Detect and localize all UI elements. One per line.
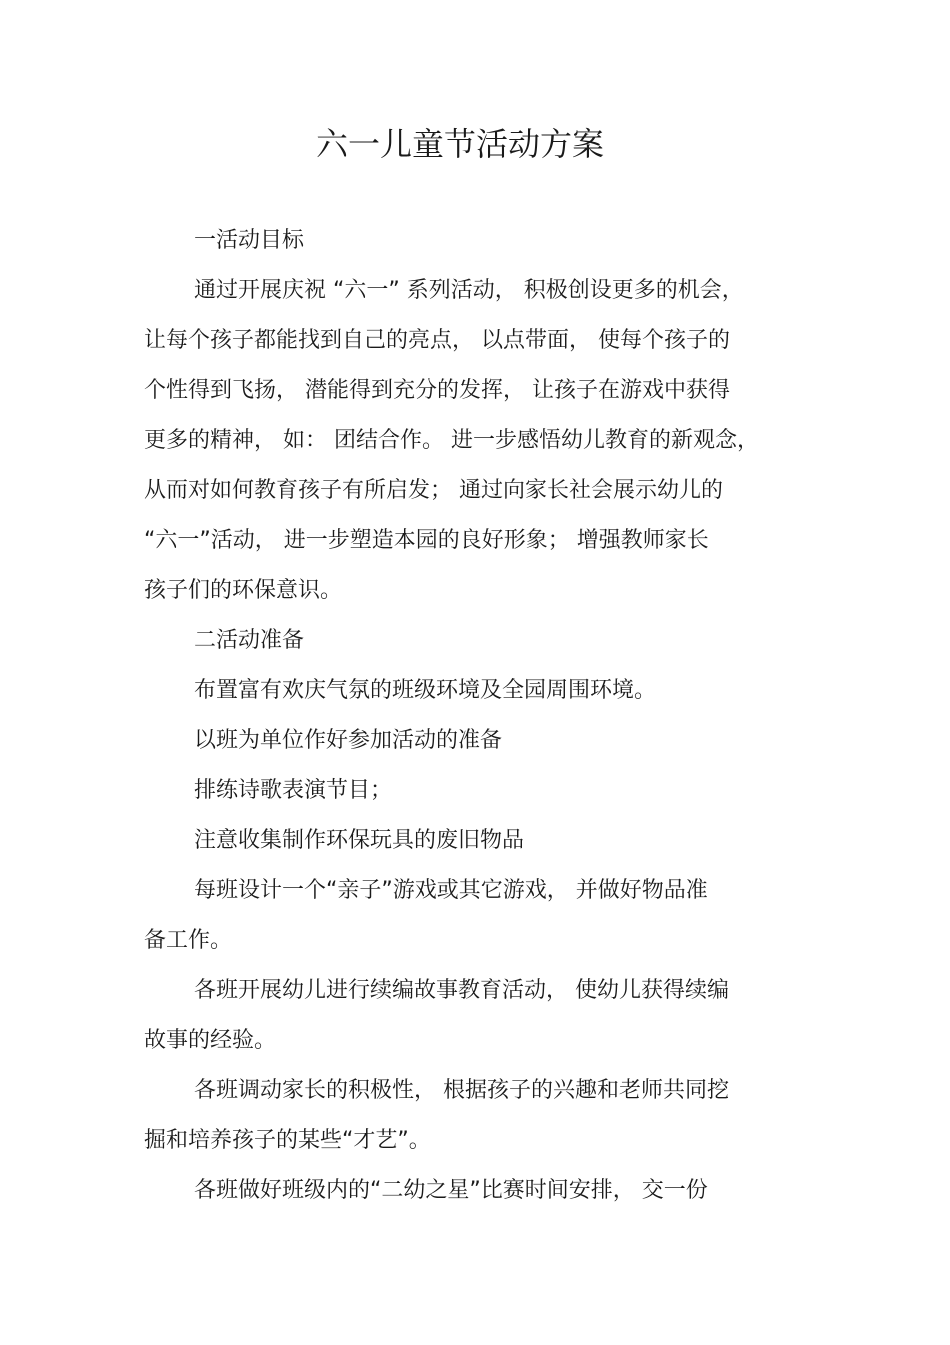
paragraph-line: 孩子们的环保意识。 [144,578,343,603]
paragraph-line: 故事的经验。 [144,1028,277,1053]
paragraph-line: 各班调动家长的积极性， 根据孩子的兴趣和老师共同挖 [194,1078,729,1103]
paragraph-line: 通过开展庆祝 “六一” 系列活动， 积极创设更多的机会， [194,278,744,303]
paragraph-line: 个性得到飞扬， 潜能得到充分的发挥， 让孩子在游戏中获得 [144,378,730,403]
paragraph-line: “六一”活动， 进一步塑造本园的良好形象； 增强教师家长 [144,528,709,553]
paragraph-line: 以班为单位作好参加活动的准备 [194,728,503,753]
paragraph-line: 布置富有欢庆气氛的班级环境及全园周围环境。 [194,678,657,703]
paragraph-line: 掘和培养孩子的某些“才艺”。 [144,1128,431,1153]
paragraph-line: 从而对如何教育孩子有所启发； 通过向家长社会展示幼儿的 [144,478,723,503]
paragraph-line: 备工作。 [144,928,233,953]
paragraph-line: 各班做好班级内的“二幼之星”比赛时间安排， 交一份 [194,1178,708,1203]
paragraph-line: 让每个孩子都能找到自己的亮点， 以点带面， 使每个孩子的 [144,328,730,353]
paragraph-line: 排练诗歌表演节目； [194,778,393,803]
paragraph-line: 各班开展幼儿进行续编故事教育活动， 使幼儿获得续编 [194,978,729,1003]
paragraph-line: 更多的精神， 如： 团结合作。 进一步感悟幼儿教育的新观念， [144,428,759,453]
paragraph-line: 每班设计一个“亲子”游戏或其它游戏， 并做好物品准 [194,878,708,903]
section-heading-goal: 一活动目标 [194,228,305,253]
document-title: 六一儿童节活动方案 [315,125,604,163]
paragraph-line: 注意收集制作环保玩具的废旧物品 [194,828,525,853]
section-heading-prep: 二活动准备 [194,628,305,653]
